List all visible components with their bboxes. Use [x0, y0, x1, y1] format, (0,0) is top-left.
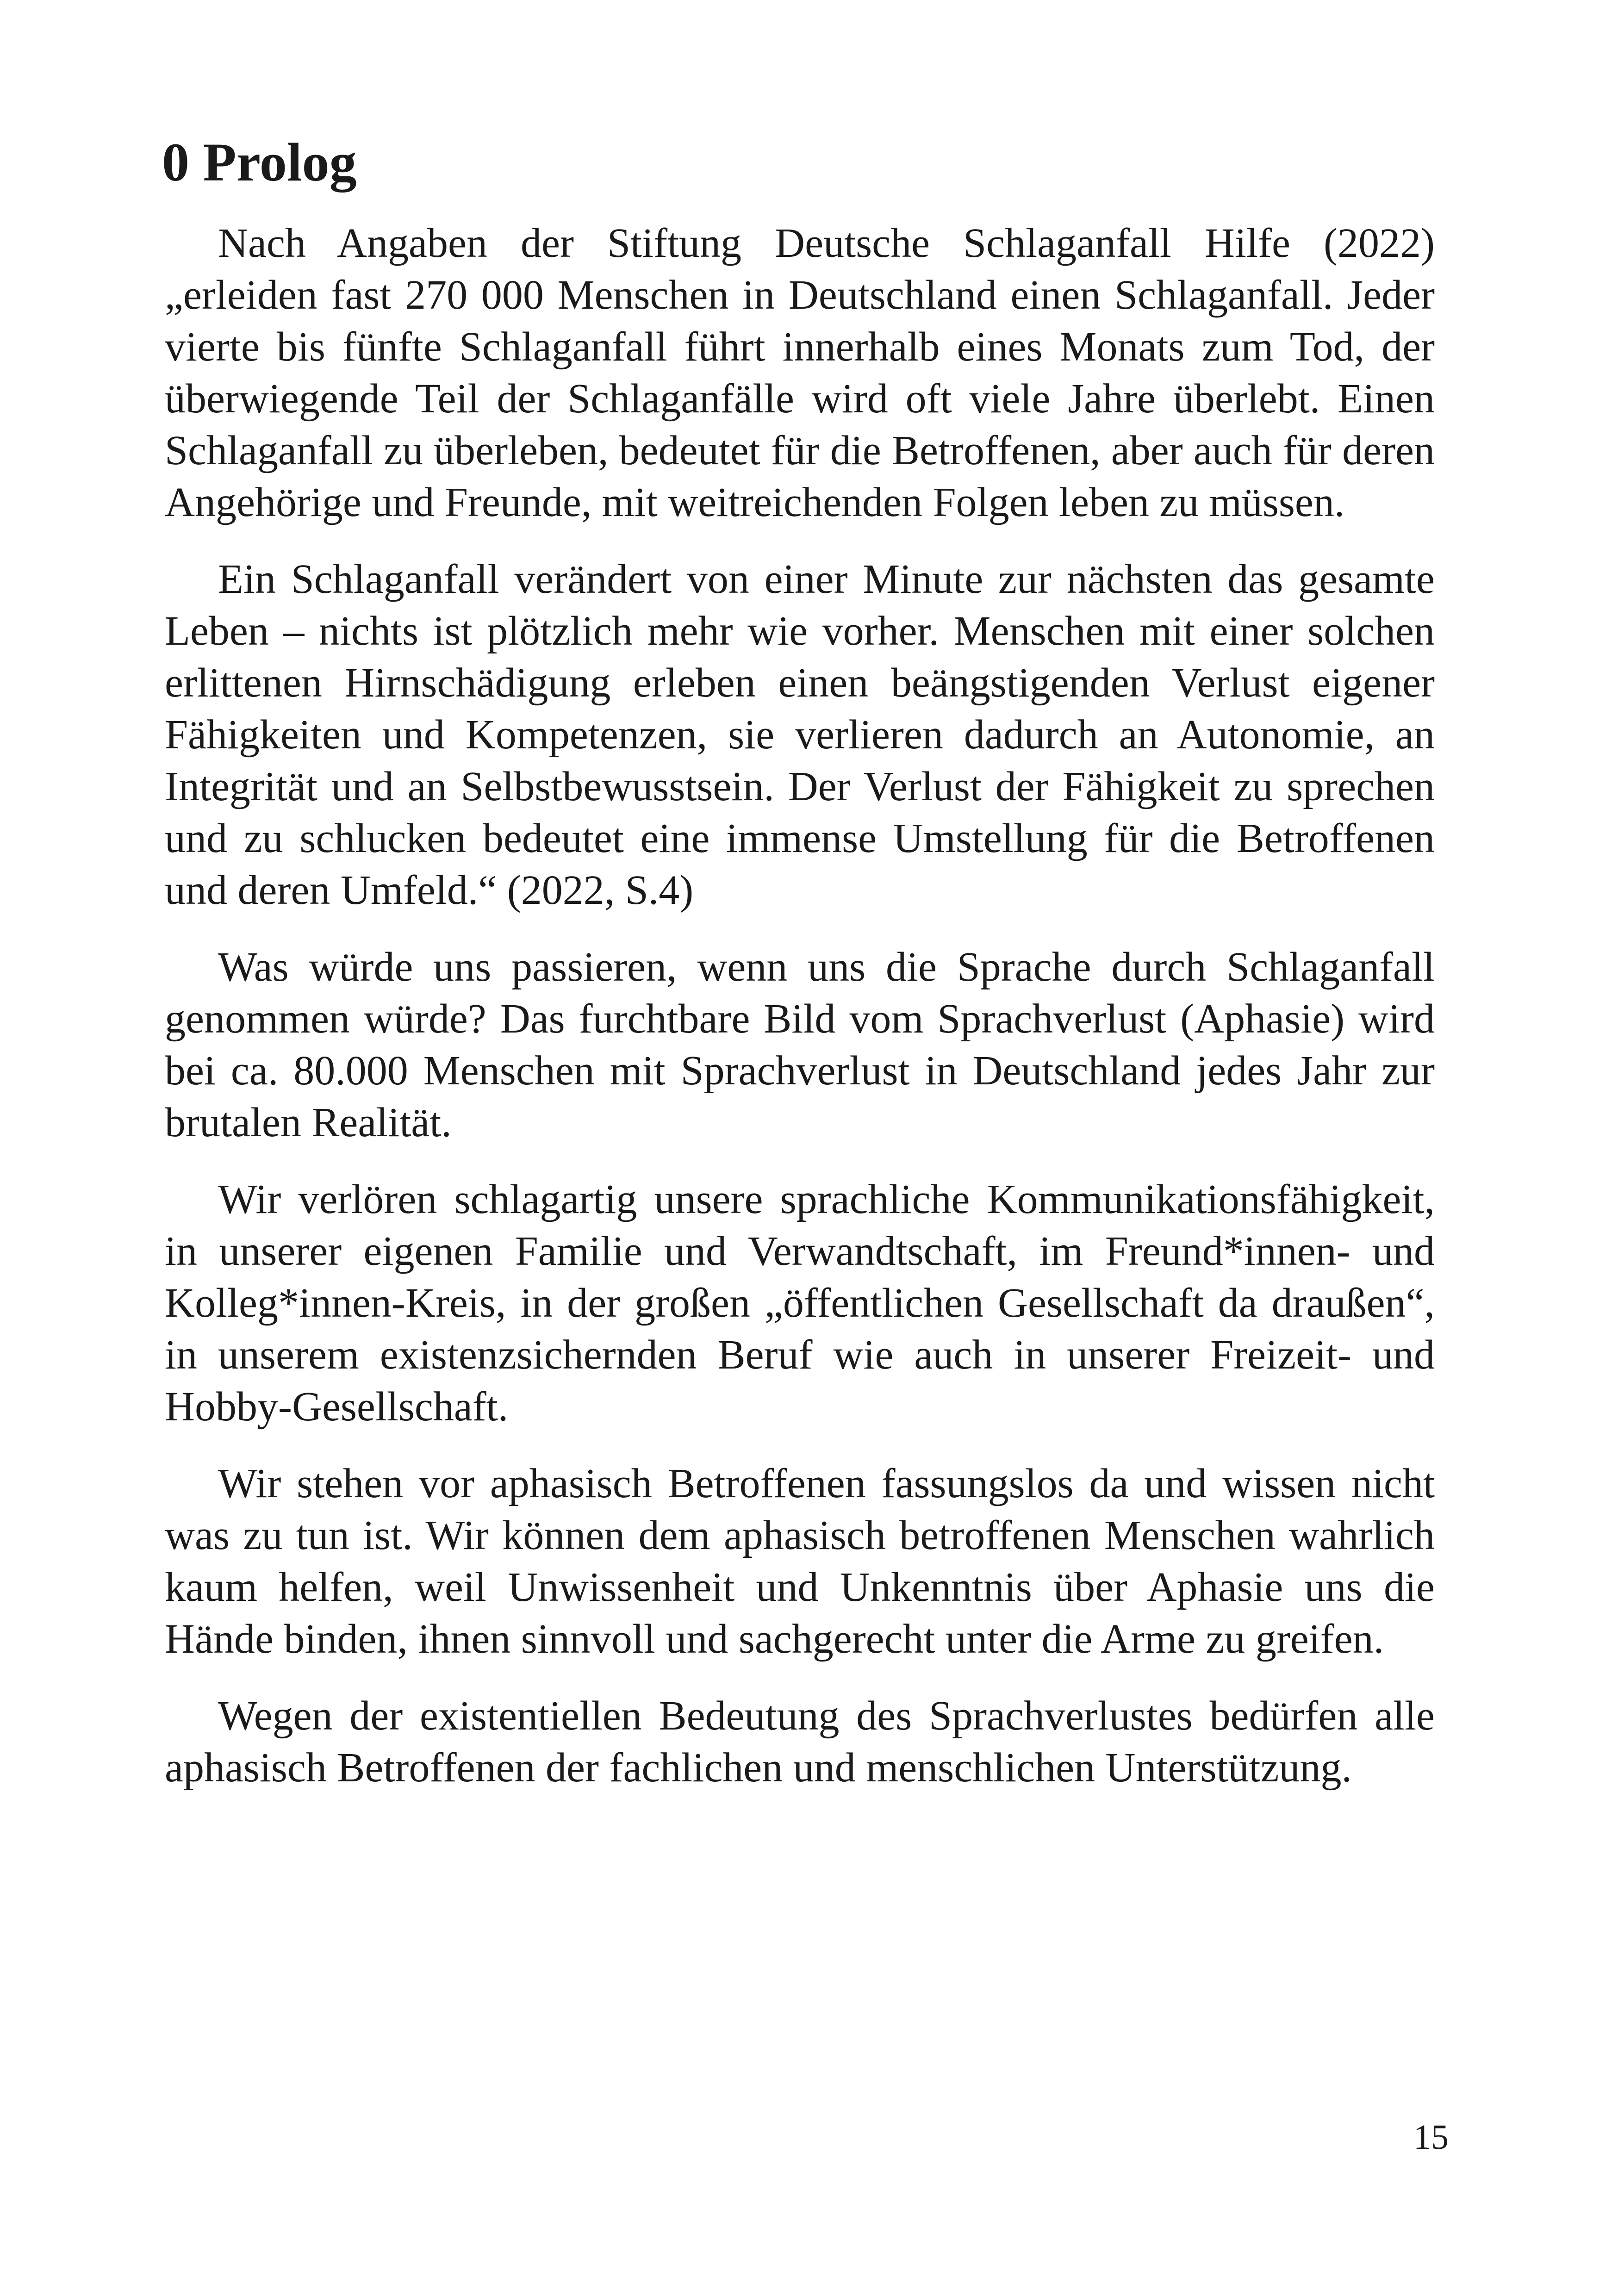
paragraph-3: Was würde uns passieren, wenn uns die Sprache durch Schlaganfall genommen würde? Das furchtbare Bild vom Sprachverlust (Aphasie) wird bei ca. 80.000 Menschen mit Sprachverlust in Deutschland jedes Jahr zur brutalen Realität. [165, 944, 1435, 1145]
paragraph-2: Ein Schlaganfall verändert von einer Minute zur nächsten das gesamte Leben – nichts ist plötzlich mehr wie vorher. Menschen mit einer solchen erlittenen Hirnschädigung erleben einen beängstigenden Verlust eigener Fähigkeiten und Kompetenzen, sie verlieren dadurch an Autonomie, an Integrität und an Selbstbewusstsein. Der Verlust der Fähigkeit zu sprechen und zu schlucken bedeutet eine immense Umstellung für die Betroffenen und deren Umfeld.“ (2022, S.4) [165, 556, 1435, 913]
paragraph-5: Wir stehen vor aphasisch Betroffenen fassungslos da und wissen nicht was zu tun ist. Wir können dem aphasisch betroffenen Menschen wahrlich kaum helfen, weil Unwissenheit und Unkenntnis über Aphasie uns die Hände binden, ihnen sinnvoll und sachgerecht unter die Arme zu greifen. [165, 1461, 1435, 1662]
paragraph-6: Wegen der existentiellen Bedeutung des Sprachverlustes bedürfen alle aphasisch Betroffenen der fachlichen und menschlichen Unterstützung. [165, 1693, 1435, 1791]
chapter-body [165, 218, 1435, 1819]
page-number: 15 [1413, 2118, 1449, 2157]
paragraph-1: Nach Angaben der Stiftung Deutsche Schlaganfall Hilfe (2022) „erleiden fast 270 000 Menschen in Deutschland einen Schlaganfall. Jeder vierte bis fünfte Schlaganfall führt innerhalb eines Monats zum Tod, der überwiegende Teil der Schlaganfälle wird oft viele Jahre überlebt. Einen Schlaganfall zu überleben, bedeutet für die Betroffenen, aber auch für deren Angehörige und Freunde, mit weitreichenden Folgen leben zu müssen. [165, 220, 1435, 525]
paragraph-4: Wir verlören schlagartig unsere sprachliche Kommunikationsfähigkeit, in unserer eigenen Familie und Verwandtschaft, im Freund*innen- und Kolleg*innen-Kreis, in der großen „öffentlichen Gesellschaft da draußen“, in unserem existenzsichernden Beruf wie auch in unserer Freizeit- und Hobby-Gesellschaft. [165, 1176, 1435, 1430]
chapter-heading: 0 Prolog [162, 132, 357, 193]
